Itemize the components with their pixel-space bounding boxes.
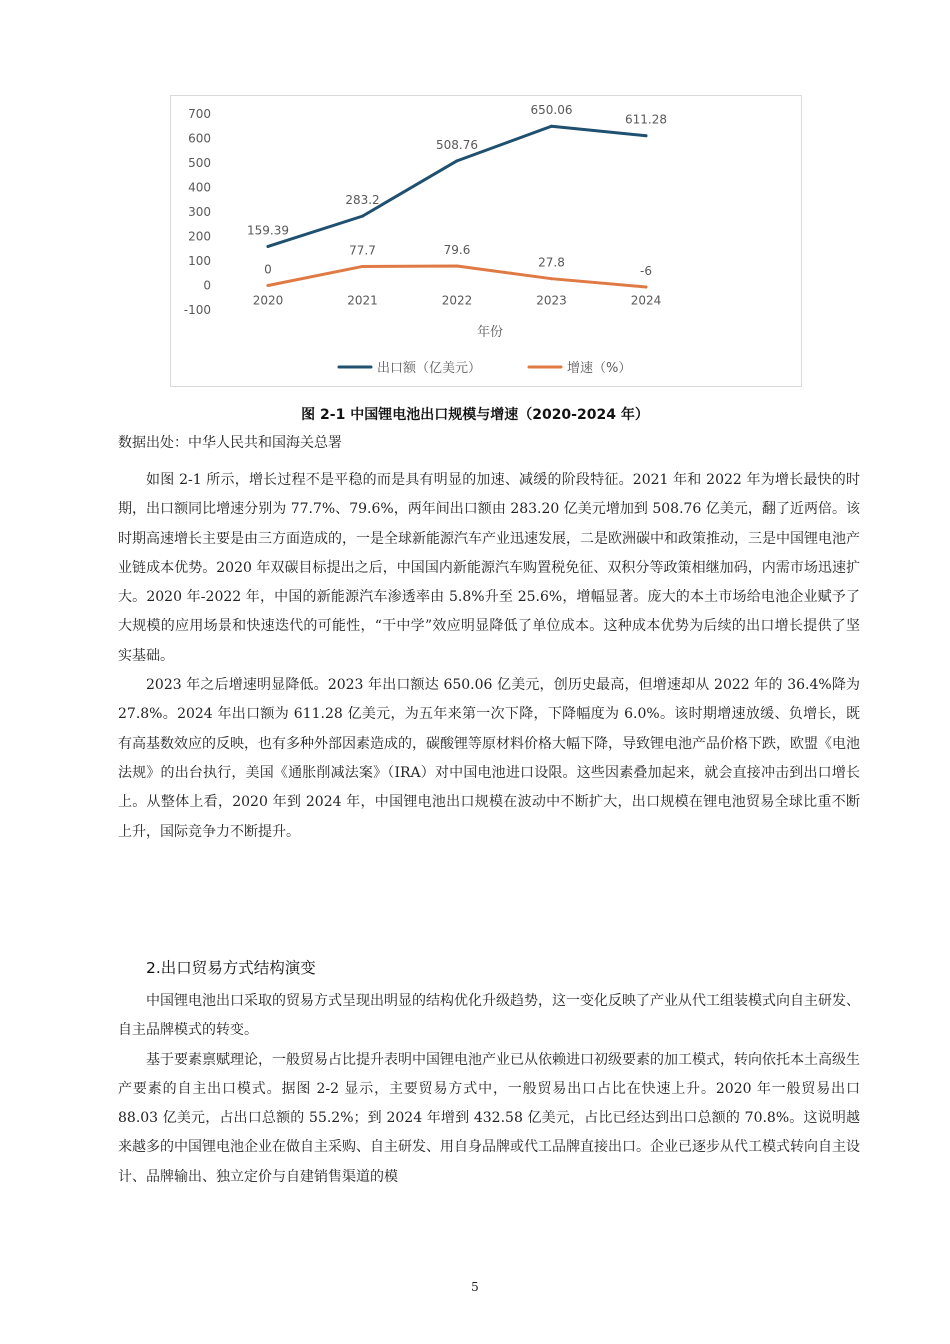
y-tick-label: 400 (188, 180, 211, 195)
legend-label: 出口额（亿美元） (377, 361, 482, 376)
y-tick-label: 0 (203, 278, 211, 293)
data-label: -6 (640, 263, 652, 278)
data-point (361, 215, 364, 218)
data-label: 77.7 (349, 243, 376, 258)
x-tick-label: 2023 (536, 293, 567, 308)
data-label: 27.8 (538, 255, 565, 270)
data-point (645, 134, 648, 137)
data-point (267, 284, 270, 287)
data-label: 79.6 (443, 242, 471, 257)
data-point (267, 245, 270, 248)
line-chart (171, 96, 801, 386)
x-tick-label: 2021 (347, 293, 378, 308)
y-tick-label: 200 (188, 229, 211, 244)
paragraph: 如图 2-1 所示，增长过程不是平稳的而是具有明显的加速、减缓的阶段特征。2021 年和 2022 年为增长最快的时期，出口额同比增速分别为 77.7%、79.6%，两年间出口额由 283.20 亿美元增加到 508.76 亿美元，翻了近两倍。该时期高速增长主要是由三方面造成的，一是全球新能源汽车产业迅速发展，二是欧洲碳中和政策推动，三是中国锂电池产业链成本优势。2020 年双碳目标提出之后，中国国内新能源汽车购置税免征、双积分等政策相继加码，内需市场迅速扩大。2020 年-2022 年，中国的新能源汽车渗透率由 5.8%升至 25.6%，增幅显著。庞大的本土市场给电池企业赋予了大规模的应用场景和快速迭代的可能性，“干中学”效应明显降低了单位成本。这种成本优势为后续的出口增长提供了坚实基础。 (118, 472, 860, 664)
data-point (456, 264, 459, 267)
paragraph: 基于要素禀赋理论，一般贸易占比提升表明中国锂电池产业已从依赖进口初级要素的加工模式，转向依托本土高级生产要素的自主出口模式。据图 2-2 显示，主要贸易方式中，一般贸易出口占比在快速上升。2020 年一般贸易出口 88.03 亿美元，占出口总额的 55.2%；到 2024 年增到 432.58 亿美元，占比已经达到出口总额的 70.8%。这说明越来越多的中国锂电池企业在做自主采购、自主研发、用自身品牌或代工品牌直接出口。企业已逐步从代工模式转向自主设计、品牌输出、独立定价与自建销售渠道的模 (118, 1051, 860, 1185)
data-point (550, 125, 553, 128)
x-axis-title: 年份 (476, 325, 504, 340)
data-point (550, 277, 553, 280)
page-number: 5 (471, 1280, 479, 1294)
body-paragraphs-2 (118, 987, 860, 1192)
data-label: 159.39 (247, 223, 289, 238)
data-label: 650.06 (530, 103, 573, 118)
x-tick-label: 2024 (630, 293, 662, 308)
paragraph: 2023 年之后增速明显降低。2023 年出口额达 650.06 亿美元，创历史最高，但增速却从 2022 年的 36.4%降为 27.8%。2024 年出口额为 611.28 亿美元，为五年来第一次下降，下降幅度为 6.0%。该时期增速放缓、负增长，既有高基数效应的反映，也有多种外部因素造成的，碳酸锂等原材料价格大幅下降，导致锂电池产品价格下跌，欧盟《电池法规》的出台执行，美国《通胀削减法案》（IRA）对中国电池进口设限。这些因素叠加起来，就会直接冲击到出口增长上。从整体上看，2020 年到 2024 年，中国锂电池出口规模在波动中不断扩大，出口规模在锂电池贸易全球比重不断上升，国际竞争力不断提升。 (118, 677, 860, 840)
series-line (268, 266, 646, 287)
y-tick-label: 100 (188, 254, 211, 268)
figure-caption: 图 2-1 中国锂电池出口规模与增速（2020-2024 年） (301, 407, 649, 423)
paragraph: 中国锂电池出口采取的贸易方式呈现出明显的结构优化升级趋势，这一变化反映了产业从代工组装模式向自主研发、自主品牌模式的转变。 (118, 993, 860, 1039)
legend-label: 增速（%） (567, 361, 632, 376)
data-label: 283.2 (345, 193, 380, 208)
x-tick-label: 2020 (252, 293, 284, 308)
y-tick-label: -100 (183, 303, 211, 317)
y-tick-label: 700 (188, 107, 211, 121)
y-tick-label: 500 (188, 156, 211, 170)
data-point (456, 159, 459, 162)
y-tick-label: 600 (188, 131, 211, 146)
body-paragraphs-1 (118, 466, 860, 847)
chart-container (170, 95, 802, 387)
data-point (645, 285, 648, 288)
x-tick-label: 2022 (441, 293, 473, 308)
data-label: 0 (264, 262, 272, 277)
data-source: 数据出处：中华人民共和国海关总署 (118, 435, 342, 451)
data-label: 508.76 (436, 137, 478, 152)
data-label: 611.28 (625, 112, 667, 127)
y-tick-label: 300 (188, 205, 211, 219)
section-heading: 2.出口贸易方式结构演变 (146, 959, 316, 977)
data-point (361, 265, 364, 268)
